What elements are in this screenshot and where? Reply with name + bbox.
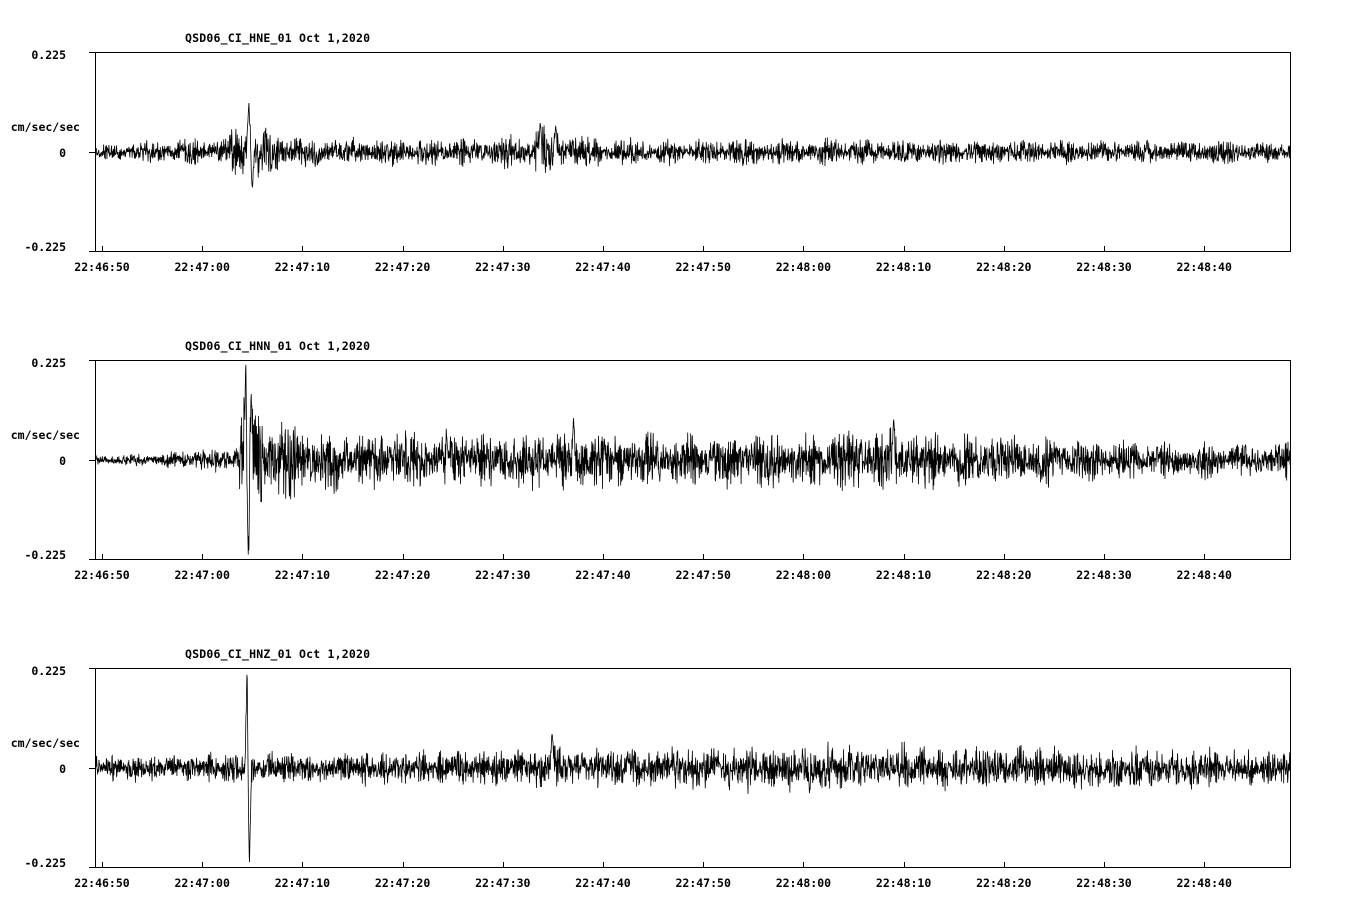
x-tick-label: 22:47:20 [374,568,431,582]
y-tick-mark [89,152,95,153]
x-tick-mark [1004,862,1005,868]
panel-hne [0,0,1358,308]
y-tick-top-1: 0.225 [31,48,66,62]
x-tick-label: 22:47:10 [274,876,331,890]
waveform-trace [96,361,1290,559]
x-tick-mark [202,862,203,868]
x-tick-label: 22:47:00 [174,260,230,274]
x-tick-label: 22:48:30 [1076,260,1132,274]
x-tick-label: 22:47:50 [675,876,731,890]
x-tick-label: 22:47:30 [475,260,531,274]
y-axis-label-1: cm/sec/sec [10,120,80,134]
x-tick-label: 22:46:50 [74,260,130,274]
x-tick-mark [803,554,804,560]
x-tick-label: 22:47:30 [475,568,531,582]
x-tick-mark [904,246,905,252]
x-tick-mark [703,554,704,560]
x-tick-mark [904,554,905,560]
x-tick-label: 22:48:20 [976,876,1032,890]
y-tick-bottom-1: -0.225 [24,240,66,254]
x-tick-label: 22:48:10 [875,568,932,582]
x-tick-label: 22:47:00 [174,568,230,582]
x-tick-label: 22:47:50 [675,260,731,274]
x-tick-mark [904,862,905,868]
x-tick-mark [202,554,203,560]
panel-hnz [0,616,1358,924]
x-tick-mark [302,246,303,252]
panel-title-2: QSD06_CI_HNN_01 Oct 1,2020 [185,339,371,353]
x-tick-label: 22:47:30 [475,876,531,890]
plot-area-hne [95,52,1291,252]
x-tick-mark [503,246,504,252]
x-tick-mark [703,246,704,252]
plot-area-hnn [95,360,1291,560]
x-tick-mark [202,246,203,252]
x-tick-mark [603,246,604,252]
y-tick-mark [89,867,95,868]
x-tick-label: 22:47:20 [374,876,431,890]
x-tick-label: 22:47:00 [174,876,230,890]
y-tick-zero-1: 0 [59,146,66,160]
panel-hnn [0,308,1358,616]
x-tick-mark [1204,862,1205,868]
x-tick-mark [302,554,303,560]
x-tick-label: 22:48:00 [775,260,832,274]
x-tick-mark [1104,862,1105,868]
x-tick-label: 22:48:20 [976,568,1032,582]
x-tick-mark [803,862,804,868]
y-tick-mark [89,668,95,669]
x-tick-label: 22:47:10 [274,260,331,274]
y-axis-label-3: cm/sec/sec [10,736,80,750]
x-tick-label: 22:47:40 [575,568,631,582]
x-tick-label: 22:46:50 [74,876,130,890]
y-tick-zero-2: 0 [59,454,66,468]
x-tick-mark [503,862,504,868]
y-tick-bottom-3: -0.225 [24,856,66,870]
x-tick-mark [1004,246,1005,252]
x-tick-label: 22:47:10 [274,568,331,582]
x-tick-label: 22:48:10 [875,260,932,274]
x-tick-label: 22:48:40 [1176,876,1232,890]
x-tick-mark [803,246,804,252]
x-tick-label: 22:48:00 [775,876,832,890]
x-tick-label: 22:48:40 [1176,260,1232,274]
y-axis-label-2: cm/sec/sec [10,428,80,442]
x-tick-label: 22:48:30 [1076,568,1132,582]
x-tick-mark [1104,554,1105,560]
x-tick-label: 22:48:10 [875,876,932,890]
x-tick-mark [302,862,303,868]
y-tick-zero-3: 0 [59,762,66,776]
x-tick-label: 22:46:50 [74,568,130,582]
plot-area-hnz [95,668,1291,868]
y-tick-mark [89,251,95,252]
panel-title-1: QSD06_CI_HNE_01 Oct 1,2020 [185,31,371,45]
y-tick-bottom-2: -0.225 [24,548,66,562]
y-tick-mark [89,768,95,769]
x-tick-mark [603,554,604,560]
x-tick-mark [1004,554,1005,560]
x-tick-label: 22:48:20 [976,260,1032,274]
x-tick-label: 22:48:00 [775,568,832,582]
x-tick-mark [1204,554,1205,560]
y-tick-mark [89,460,95,461]
x-tick-mark [403,554,404,560]
x-tick-mark [1204,246,1205,252]
x-tick-mark [603,862,604,868]
x-tick-mark [403,862,404,868]
x-tick-mark [1104,246,1105,252]
waveform-trace [96,53,1290,251]
y-tick-mark [89,360,95,361]
x-tick-mark [102,246,103,252]
x-tick-mark [503,554,504,560]
x-tick-label: 22:47:40 [575,260,631,274]
x-tick-mark [102,554,103,560]
x-tick-label: 22:47:20 [374,260,431,274]
x-tick-mark [403,246,404,252]
x-tick-mark [102,862,103,868]
y-tick-mark [89,559,95,560]
x-tick-label: 22:48:30 [1076,876,1132,890]
panel-title-3: QSD06_CI_HNZ_01 Oct 1,2020 [185,647,371,661]
y-tick-mark [89,52,95,53]
x-tick-mark [703,862,704,868]
x-tick-label: 22:47:50 [675,568,731,582]
x-tick-label: 22:48:40 [1176,568,1232,582]
y-tick-top-3: 0.225 [31,664,66,678]
y-tick-top-2: 0.225 [31,356,66,370]
x-tick-label: 22:47:40 [575,876,631,890]
waveform-trace [96,669,1290,867]
